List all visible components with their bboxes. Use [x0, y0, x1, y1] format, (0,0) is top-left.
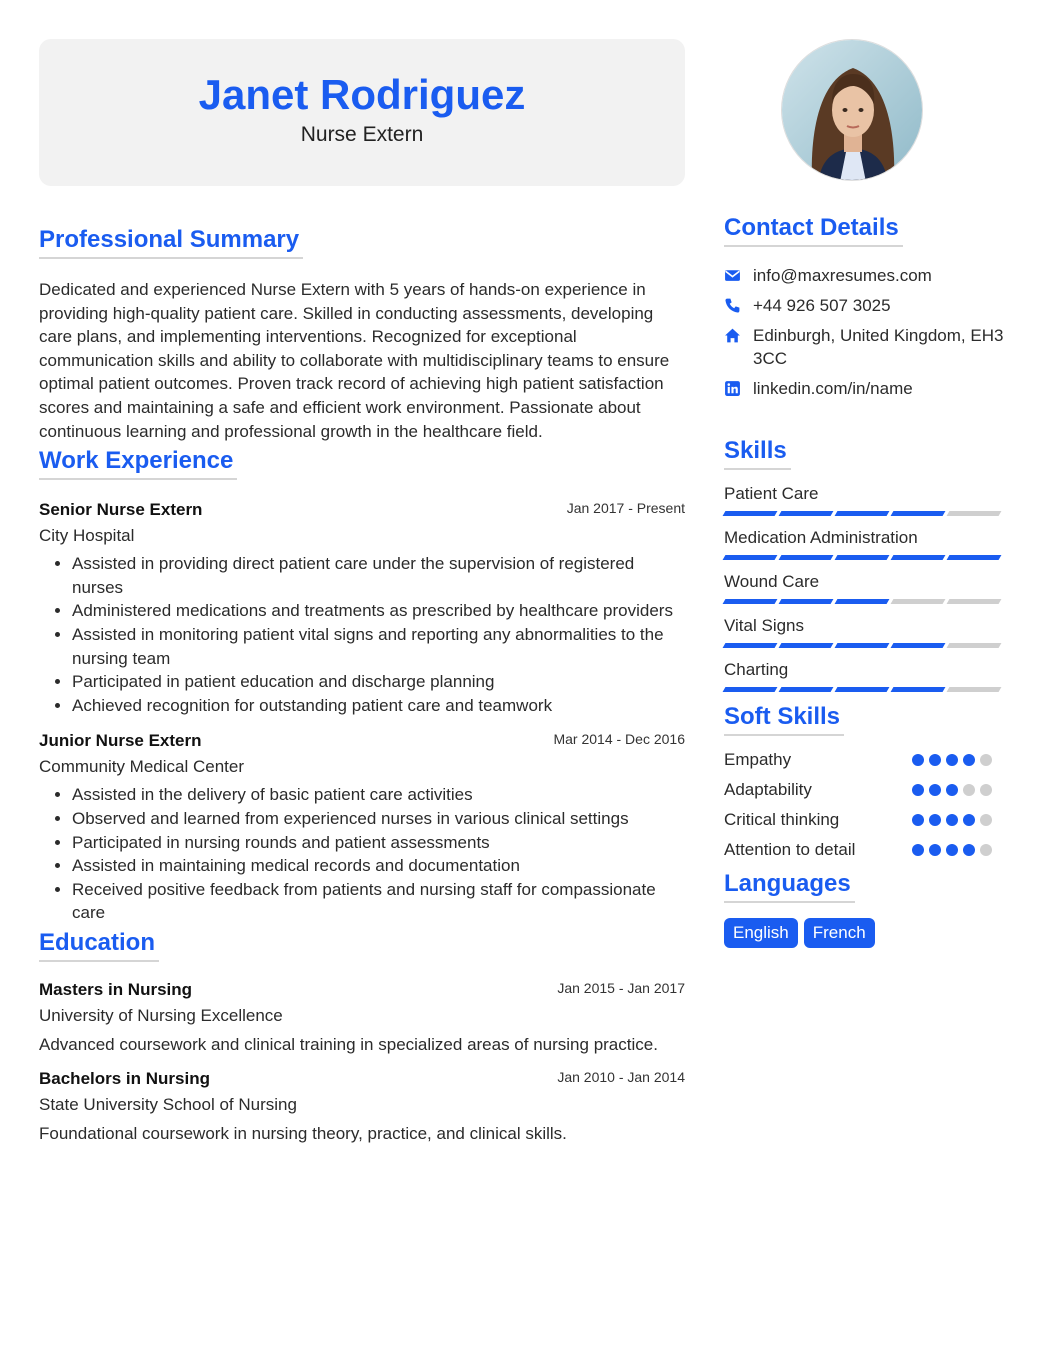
- soft-skill-name: Critical thinking: [724, 810, 840, 829]
- soft-skill-name: Adaptability: [724, 780, 812, 799]
- rating-dot-empty: [980, 814, 992, 826]
- skill-segment-filled: [723, 555, 778, 560]
- list-item: • Assisted in maintaining medical records and documentation: [72, 854, 685, 878]
- skill-item: [724, 483, 1004, 516]
- skill-level-bar: [724, 599, 1004, 604]
- school: State University School of Nursing: [39, 1094, 297, 1114]
- rating-dot-filled: [963, 814, 975, 826]
- skill-item: [724, 659, 1004, 692]
- summary-text: Dedicated and experienced Nurse Extern with 5 years of hands-on experience in providing high-quality patient care. Skilled in conducting assessments, developing care plans, and implementing interventions. Recognized for exceptional communication skills and ability to collaborate with multidisciplinary teams to ensure optimal patient outcomes. Proven track record of achieving high patient satisfaction scores and maintaining a safe and efficient work environment. Passionate about continuous learning and professional growth in the healthcare field.: [39, 280, 670, 441]
- skill-segment-filled: [779, 687, 834, 692]
- portrait-image: [782, 40, 923, 181]
- skill-segment-filled: [835, 511, 890, 516]
- phone-icon: [724, 297, 741, 314]
- linkedin-text: linkedin.com/in/name: [753, 379, 913, 398]
- experience-heading: Work Experience: [39, 447, 237, 480]
- skill-segment-empty: [947, 511, 1002, 516]
- skill-segment-filled: [891, 511, 946, 516]
- soft-skill-rating: [912, 814, 992, 826]
- skill-level-bar: [724, 643, 1004, 648]
- skill-name: Charting: [724, 660, 789, 679]
- rating-dot-filled: [963, 754, 975, 766]
- soft-skill-name: Empathy: [724, 750, 792, 769]
- soft-skill-item: [724, 778, 1004, 808]
- list-item: • Assisted in monitoring patient vital signs and reporting any abnormalities to the nursing team: [72, 623, 685, 670]
- soft-skill-item: [724, 808, 1004, 838]
- education-heading: Education: [39, 929, 159, 962]
- rating-dot-empty: [980, 844, 992, 856]
- job-bullets: [39, 783, 685, 925]
- language-badge: English: [724, 918, 798, 948]
- skill-segment-filled: [835, 643, 890, 648]
- skill-segment-filled: [835, 555, 890, 560]
- rating-dot-filled: [929, 754, 941, 766]
- list-item: • Assisted in the delivery of basic patient care activities: [72, 783, 685, 807]
- soft-skills-list: [724, 748, 1004, 868]
- rating-dot-empty: [980, 754, 992, 766]
- skill-item: [724, 527, 1004, 560]
- skill-segment-filled: [891, 643, 946, 648]
- rating-dot-filled: [946, 784, 958, 796]
- rating-dot-filled: [929, 814, 941, 826]
- languages-heading: Languages: [724, 870, 855, 903]
- skill-segment-filled: [947, 555, 1002, 560]
- rating-dot-filled: [946, 814, 958, 826]
- experience-section: [39, 447, 685, 925]
- skill-segment-empty: [947, 687, 1002, 692]
- rating-dot-filled: [912, 844, 924, 856]
- avatar: [781, 39, 923, 181]
- skill-segment-filled: [891, 555, 946, 560]
- languages-section: [724, 870, 1004, 948]
- job-entry: [39, 500, 685, 717]
- skill-segment-filled: [723, 687, 778, 692]
- skills-heading: Skills: [724, 437, 791, 470]
- education-entry: [39, 980, 685, 1057]
- skill-segment-filled: [779, 555, 834, 560]
- skill-segment-filled: [779, 511, 834, 516]
- job-entry: [39, 731, 685, 925]
- skill-item: [724, 571, 1004, 604]
- education-entry: [39, 1069, 685, 1146]
- skill-segment-filled: [835, 687, 890, 692]
- education-desc: Foundational coursework in nursing theory, practice, and clinical skills.: [39, 1123, 567, 1143]
- rating-dot-empty: [963, 784, 975, 796]
- skill-level-bar: [724, 511, 1004, 516]
- skills-list: [724, 483, 1004, 692]
- resume-header: [39, 39, 685, 186]
- list-item: • Observed and learned from experienced nurses in various clinical settings: [72, 807, 685, 831]
- skill-segment-filled: [723, 511, 778, 516]
- rating-dot-filled: [929, 784, 941, 796]
- skill-level-bar: [724, 687, 1004, 692]
- job-date: Jan 2017 - Present: [566, 500, 685, 517]
- main-column: [39, 39, 685, 1146]
- skill-segment-empty: [891, 599, 946, 604]
- soft-skill-item: [724, 748, 1004, 778]
- summary-section: [39, 226, 685, 443]
- job-org: Community Medical Center: [39, 757, 245, 777]
- sidebar: [724, 39, 1004, 948]
- degree: Masters in Nursing: [39, 979, 193, 999]
- candidate-title: Nurse Extern: [300, 123, 424, 146]
- list-item: • Assisted in providing direct patient care under the supervision of registered nurses: [72, 552, 685, 599]
- skill-segment-filled: [835, 599, 890, 604]
- skill-item: [724, 615, 1004, 648]
- skill-name: Medication Administration: [724, 528, 918, 547]
- email-text: info@maxresumes.com: [753, 266, 932, 285]
- job-bullets: [39, 552, 685, 717]
- soft-skills-section: [724, 703, 1004, 868]
- education-date: Jan 2015 - Jan 2017: [557, 979, 685, 996]
- skill-segment-filled: [891, 687, 946, 692]
- skill-segment-empty: [947, 643, 1002, 648]
- soft-skill-rating: [912, 844, 992, 856]
- languages-list: [724, 918, 1004, 948]
- language-badge: French: [804, 918, 875, 948]
- phone-text: +44 926 507 3025: [753, 296, 891, 315]
- skill-segment-filled: [723, 599, 778, 604]
- skill-segment-filled: [779, 643, 834, 648]
- list-item: • Achieved recognition for outstanding patient care and teamwork: [72, 694, 685, 718]
- skill-name: Patient Care: [724, 484, 819, 503]
- skill-segment-empty: [947, 599, 1002, 604]
- list-item: • Participated in nursing rounds and patient assessments: [72, 831, 685, 855]
- education-section: [39, 929, 685, 1146]
- skill-level-bar: [724, 555, 1004, 560]
- job-org: City Hospital: [39, 526, 135, 546]
- education-date: Jan 2010 - Jan 2014: [557, 1068, 685, 1085]
- school: University of Nursing Excellence: [39, 1005, 283, 1025]
- skill-name: Vital Signs: [724, 616, 805, 635]
- rating-dot-filled: [912, 784, 924, 796]
- rating-dot-filled: [946, 844, 958, 856]
- skill-segment-filled: [723, 643, 778, 648]
- skills-section: [724, 437, 1004, 692]
- soft-skill-name: Attention to detail: [724, 840, 856, 859]
- list-item: • Participated in patient education and discharge planning: [72, 670, 685, 694]
- rating-dot-filled: [912, 814, 924, 826]
- rating-dot-empty: [980, 784, 992, 796]
- home-icon: [724, 327, 741, 344]
- job-date: Mar 2014 - Dec 2016: [553, 731, 685, 748]
- soft-skill-rating: [912, 754, 992, 766]
- skill-segment-filled: [779, 599, 834, 604]
- linkedin-icon: [724, 380, 741, 397]
- contact-section: [724, 214, 1004, 400]
- envelope-icon: [724, 267, 741, 284]
- list-item: • Administered medications and treatments as prescribed by healthcare providers: [72, 599, 685, 623]
- rating-dot-filled: [912, 754, 924, 766]
- rating-dot-filled: [929, 844, 941, 856]
- summary-heading: Professional Summary: [39, 226, 303, 259]
- list-item: • Received positive feedback from patients and nursing staff for compassionate care: [72, 878, 685, 925]
- contact-phone[interactable]: [724, 294, 1004, 317]
- soft-skill-item: [724, 838, 1004, 868]
- job-role: Junior Nurse Extern: [39, 731, 202, 751]
- contact-email[interactable]: [724, 264, 1004, 287]
- job-role: Senior Nurse Extern: [39, 500, 203, 520]
- contact-heading: Contact Details: [724, 214, 903, 247]
- address-text: Edinburgh, United Kingdom, EH3 3CC: [753, 326, 1004, 368]
- degree: Bachelors in Nursing: [39, 1068, 210, 1088]
- rating-dot-filled: [946, 754, 958, 766]
- education-desc: Advanced coursework and clinical training in specialized areas of nursing practice.: [39, 1034, 658, 1054]
- soft-skills-heading: Soft Skills: [724, 703, 844, 736]
- contact-address: [724, 324, 1004, 370]
- candidate-name: Janet Rodriguez: [198, 71, 526, 118]
- skill-name: Wound Care: [724, 572, 820, 591]
- soft-skill-rating: [912, 784, 992, 796]
- contact-linkedin[interactable]: [724, 377, 1004, 400]
- rating-dot-filled: [963, 844, 975, 856]
